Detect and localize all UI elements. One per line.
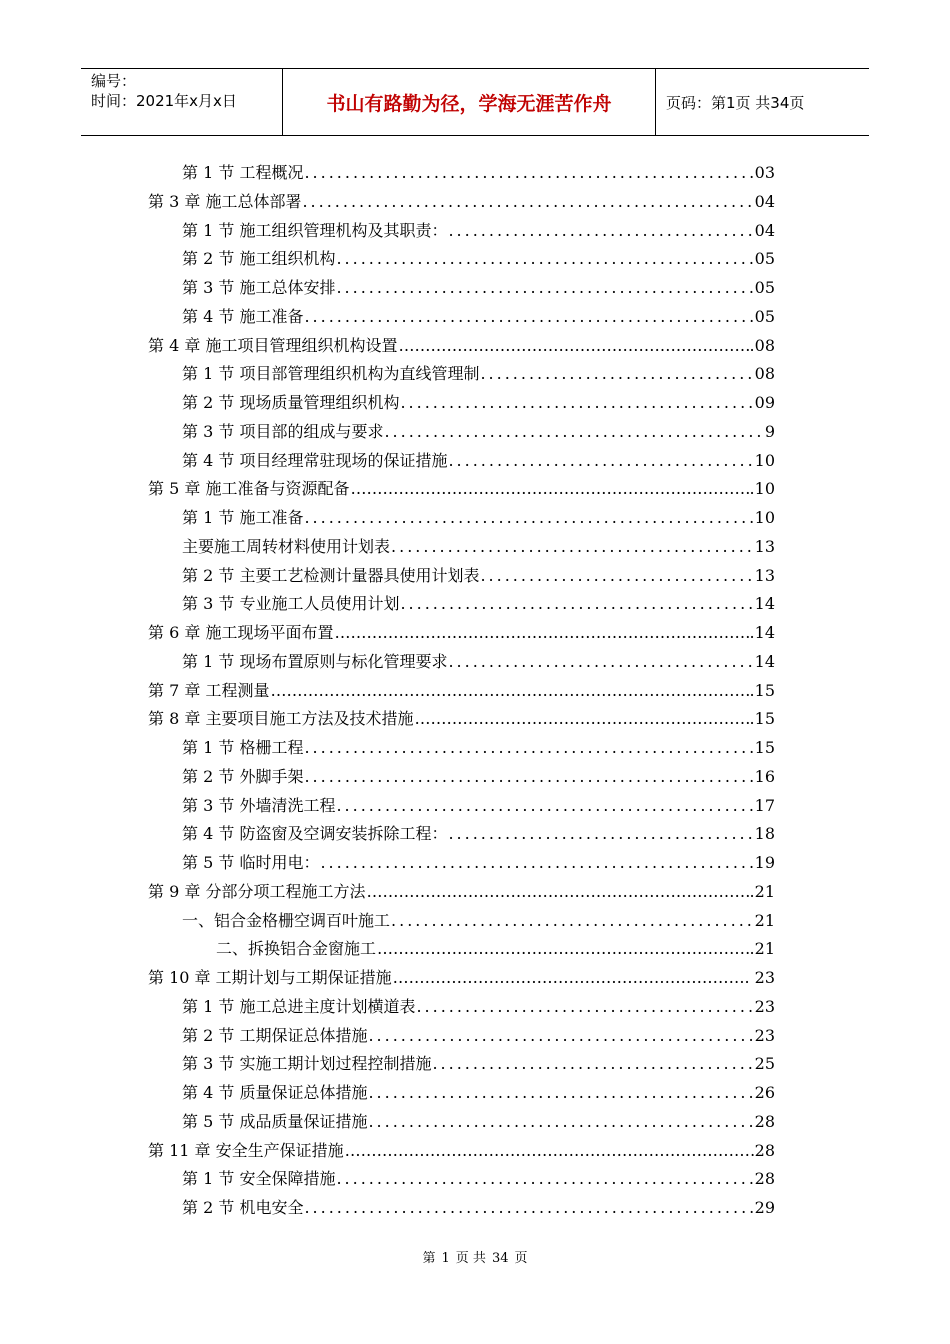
toc-entry-page: 26	[754, 1083, 775, 1102]
toc-entry[interactable]	[182, 651, 775, 673]
toc-entry-title: 第 5 节 成品质量保证措施	[182, 1112, 368, 1131]
toc-entry[interactable]	[182, 1025, 775, 1047]
toc-entry[interactable]	[182, 910, 775, 932]
toc-entry[interactable]	[182, 162, 775, 184]
toc-leader	[368, 1111, 753, 1133]
toc-entry-page: 28	[754, 1141, 775, 1160]
toc-leader	[377, 938, 749, 960]
toc-entry-page: 05	[754, 278, 775, 297]
toc-entry[interactable]	[182, 392, 775, 414]
toc-entry-page: 04	[754, 221, 775, 240]
toc-entry-title: 一、铝合金格栅空调百叶施工	[182, 911, 391, 930]
toc-entry-title: 第 10 章 工期计划与工期保证措施	[148, 968, 392, 987]
toc-leader	[304, 507, 753, 529]
toc-entry-title: 第 1 节 项目部管理组织机构为直线管理制	[182, 364, 480, 383]
footer-suffix: 页	[514, 1251, 528, 1266]
toc-entry[interactable]	[182, 593, 775, 615]
toc-leader	[480, 363, 753, 385]
toc-entry[interactable]	[182, 766, 775, 788]
toc-entry-page: 14	[754, 594, 775, 613]
toc-entry[interactable]	[182, 1168, 775, 1190]
toc-entry-page: .08	[749, 336, 775, 355]
toc-entry[interactable]	[148, 191, 775, 213]
toc-entry-page: 23	[754, 1026, 775, 1045]
toc-entry-title: 第 2 节 施工组织机构	[182, 249, 336, 268]
toc-leader	[391, 910, 754, 932]
toc-leader	[391, 536, 754, 558]
toc-leader	[334, 622, 748, 644]
toc-entry-page: .15	[749, 709, 775, 728]
toc-entry-title: 第 4 节 防盗窗及空调安装拆除工程：	[182, 824, 448, 843]
toc-leader	[400, 593, 753, 615]
toc-entry[interactable]	[182, 220, 775, 242]
toc-entry-page: 23	[754, 997, 775, 1016]
toc-leader	[393, 967, 744, 989]
toc-leader	[384, 421, 763, 443]
toc-entry-page: 28	[754, 1112, 775, 1131]
toc-leader	[304, 766, 753, 788]
toc-leader	[432, 1053, 753, 1075]
toc-entry[interactable]	[182, 363, 775, 385]
toc-entry-title: 二、拆换铝合金窗施工	[216, 939, 377, 958]
toc-leader	[480, 565, 753, 587]
toc-entry-title: 第 8 章 主要项目施工方法及技术措施	[148, 709, 414, 728]
toc-leader	[336, 248, 753, 270]
toc-entry[interactable]	[182, 277, 775, 299]
toc-entry-page: 28	[754, 1169, 775, 1188]
toc-leader	[448, 450, 753, 472]
toc-entry-page: .21	[749, 939, 775, 958]
toc-entry[interactable]	[182, 852, 775, 874]
toc-entry-page: . 23	[744, 968, 775, 987]
toc-entry[interactable]	[182, 1197, 775, 1219]
toc-leader	[304, 306, 753, 328]
toc-entry-title: 第 1 节 格栅工程	[182, 738, 304, 757]
toc-entry[interactable]	[216, 938, 775, 960]
toc-entry-page: 29	[754, 1198, 775, 1217]
toc-entry-title: 主要施工周转材料使用计划表	[182, 537, 391, 556]
toc-leader	[366, 881, 748, 903]
toc-entry[interactable]	[182, 450, 775, 472]
toc-entry-page: 05	[754, 307, 775, 326]
toc-entry-title: 第 5 节 临时用电：	[182, 853, 320, 872]
toc-entry-page: 08	[754, 364, 775, 383]
header-page-info: 页码：第1页 共34页	[666, 93, 805, 112]
toc-leader	[368, 1082, 753, 1104]
toc-entry-page: 18	[754, 824, 775, 843]
toc-entry[interactable]	[182, 1053, 775, 1075]
toc-entry[interactable]	[182, 507, 775, 529]
toc-entry-title: 第 1 节 施工准备	[182, 508, 304, 527]
toc-entry-title: 第 4 章 施工项目管理组织机构设置	[148, 336, 398, 355]
toc-entry[interactable]	[148, 680, 775, 702]
toc-entry-page: 04	[754, 192, 775, 211]
toc-entry-title: 第 3 节 项目部的组成与要求	[182, 422, 384, 441]
toc-leader	[368, 1025, 753, 1047]
toc-entry-title: 第 1 节 安全保障措施	[182, 1169, 336, 1188]
toc-entry-title: 第 5 章 施工准备与资源配备	[148, 479, 350, 498]
toc-entry-page: .10	[749, 479, 775, 498]
toc-entry-page: 09	[754, 393, 775, 412]
toc-entry-title: 第 1 节 施工组织管理机构及其职责：	[182, 221, 448, 240]
toc-leader	[448, 651, 753, 673]
toc-entry[interactable]	[182, 1082, 775, 1104]
footer-total-pages: 34	[491, 1251, 509, 1266]
page-footer	[0, 1247, 950, 1266]
toc-entry[interactable]	[182, 996, 775, 1018]
toc-entry-page: 9	[764, 422, 775, 441]
toc-entry-title: 第 11 章 安全生产保证措施	[148, 1141, 344, 1160]
toc-entry-page: .15	[749, 681, 775, 700]
toc-entry-page: 10	[754, 451, 775, 470]
toc-entry-title: 第 1 节 施工总进主度计划横道表	[182, 997, 416, 1016]
toc-entry[interactable]	[148, 622, 775, 644]
toc-entry-title: 第 2 节 主要工艺检测计量器具使用计划表	[182, 566, 480, 585]
toc-entry[interactable]	[182, 306, 775, 328]
toc-entry-page: 17	[754, 796, 775, 815]
toc-leader	[302, 191, 753, 213]
page-header	[81, 68, 869, 136]
toc-entry-title: 第 2 节 机电安全	[182, 1198, 304, 1217]
time-label: 时间：2021年x月x日	[91, 92, 237, 110]
toc-leader	[336, 795, 753, 817]
toc-leader	[304, 1197, 753, 1219]
toc-entry-page: 19	[754, 853, 775, 872]
footer-middle: 页 共	[455, 1251, 486, 1266]
toc-leader	[448, 823, 753, 845]
toc-entry[interactable]	[148, 335, 775, 357]
footer-prefix: 第	[422, 1251, 436, 1266]
toc-leader	[270, 680, 748, 702]
toc-entry-title: 第 4 节 项目经理常驻现场的保证措施	[182, 451, 448, 470]
toc-entry-page: 16	[754, 767, 775, 786]
header-motto: 书山有路勤为径，学海无涯苦作舟	[283, 69, 656, 135]
number-label: 编号：	[91, 72, 137, 90]
toc-entry-page: 10	[754, 508, 775, 527]
toc-leader	[350, 478, 748, 500]
footer-page-number: 1	[441, 1251, 450, 1266]
toc-entry-title: 第 2 节 现场质量管理组织机构	[182, 393, 400, 412]
header-meta-cell	[81, 69, 283, 135]
toc-entry[interactable]	[182, 248, 775, 270]
toc-entry-page: 15	[754, 738, 775, 757]
toc-entry-title: 第 6 章 施工现场平面布置	[148, 623, 334, 642]
toc-entry[interactable]	[182, 1111, 775, 1133]
toc-leader	[448, 220, 753, 242]
toc-entry[interactable]	[148, 708, 775, 730]
toc-entry-page: 13	[754, 566, 775, 585]
toc-entry[interactable]	[182, 536, 775, 558]
toc-entry-page: .14	[749, 623, 775, 642]
toc-entry[interactable]	[182, 737, 775, 759]
toc-entry-page: 05	[754, 249, 775, 268]
toc-leader	[336, 277, 753, 299]
toc-entry-title: 第 3 节 专业施工人员使用计划	[182, 594, 400, 613]
toc-entry[interactable]	[148, 478, 775, 500]
toc-entry-title: 第 4 节 施工准备	[182, 307, 304, 326]
toc-entry[interactable]	[182, 565, 775, 587]
toc-entry-title: 第 3 章 施工总体部署	[148, 192, 302, 211]
toc-entry-page: 13	[754, 537, 775, 556]
toc-leader	[304, 162, 753, 184]
toc-leader	[336, 1168, 753, 1190]
toc-entry-page: 21	[754, 911, 775, 930]
toc-leader	[414, 708, 748, 730]
toc-entry-page: 25	[754, 1054, 775, 1073]
toc-leader	[320, 852, 753, 874]
toc-entry-title: 第 9 章 分部分项工程施工方法	[148, 882, 366, 901]
toc-entry[interactable]	[182, 421, 775, 443]
toc-entry-title: 第 2 节 工期保证总体措施	[182, 1026, 368, 1045]
toc-entry-title: 第 3 节 施工总体安排	[182, 278, 336, 297]
toc-entry-title: 第 2 节 外脚手架	[182, 767, 304, 786]
toc-entry-title: 第 1 节 现场布置原则与标化管理要求	[182, 652, 448, 671]
toc-leader	[304, 737, 753, 759]
toc-entry-title: 第 4 节 质量保证总体措施	[182, 1083, 368, 1102]
toc-leader	[345, 1140, 754, 1162]
toc-leader	[398, 335, 748, 357]
toc-entry[interactable]	[182, 823, 775, 845]
toc-entry-title: 第 3 节 实施工期计划过程控制措施	[182, 1054, 432, 1073]
toc-entry-title: 第 3 节 外墙清洗工程	[182, 796, 336, 815]
toc-entry-page: .21	[749, 882, 775, 901]
toc-entry[interactable]	[182, 795, 775, 817]
toc-entry-page: 14	[754, 652, 775, 671]
toc-entry[interactable]	[148, 881, 775, 903]
toc-leader	[416, 996, 753, 1018]
toc-leader	[400, 392, 753, 414]
toc-entry[interactable]	[148, 967, 775, 989]
toc-entry-title: 第 1 节 工程概况	[182, 163, 304, 182]
toc-entry-page: 03	[754, 163, 775, 182]
toc-entry-title: 第 7 章 工程测量	[148, 681, 270, 700]
toc-entry[interactable]	[148, 1140, 775, 1162]
